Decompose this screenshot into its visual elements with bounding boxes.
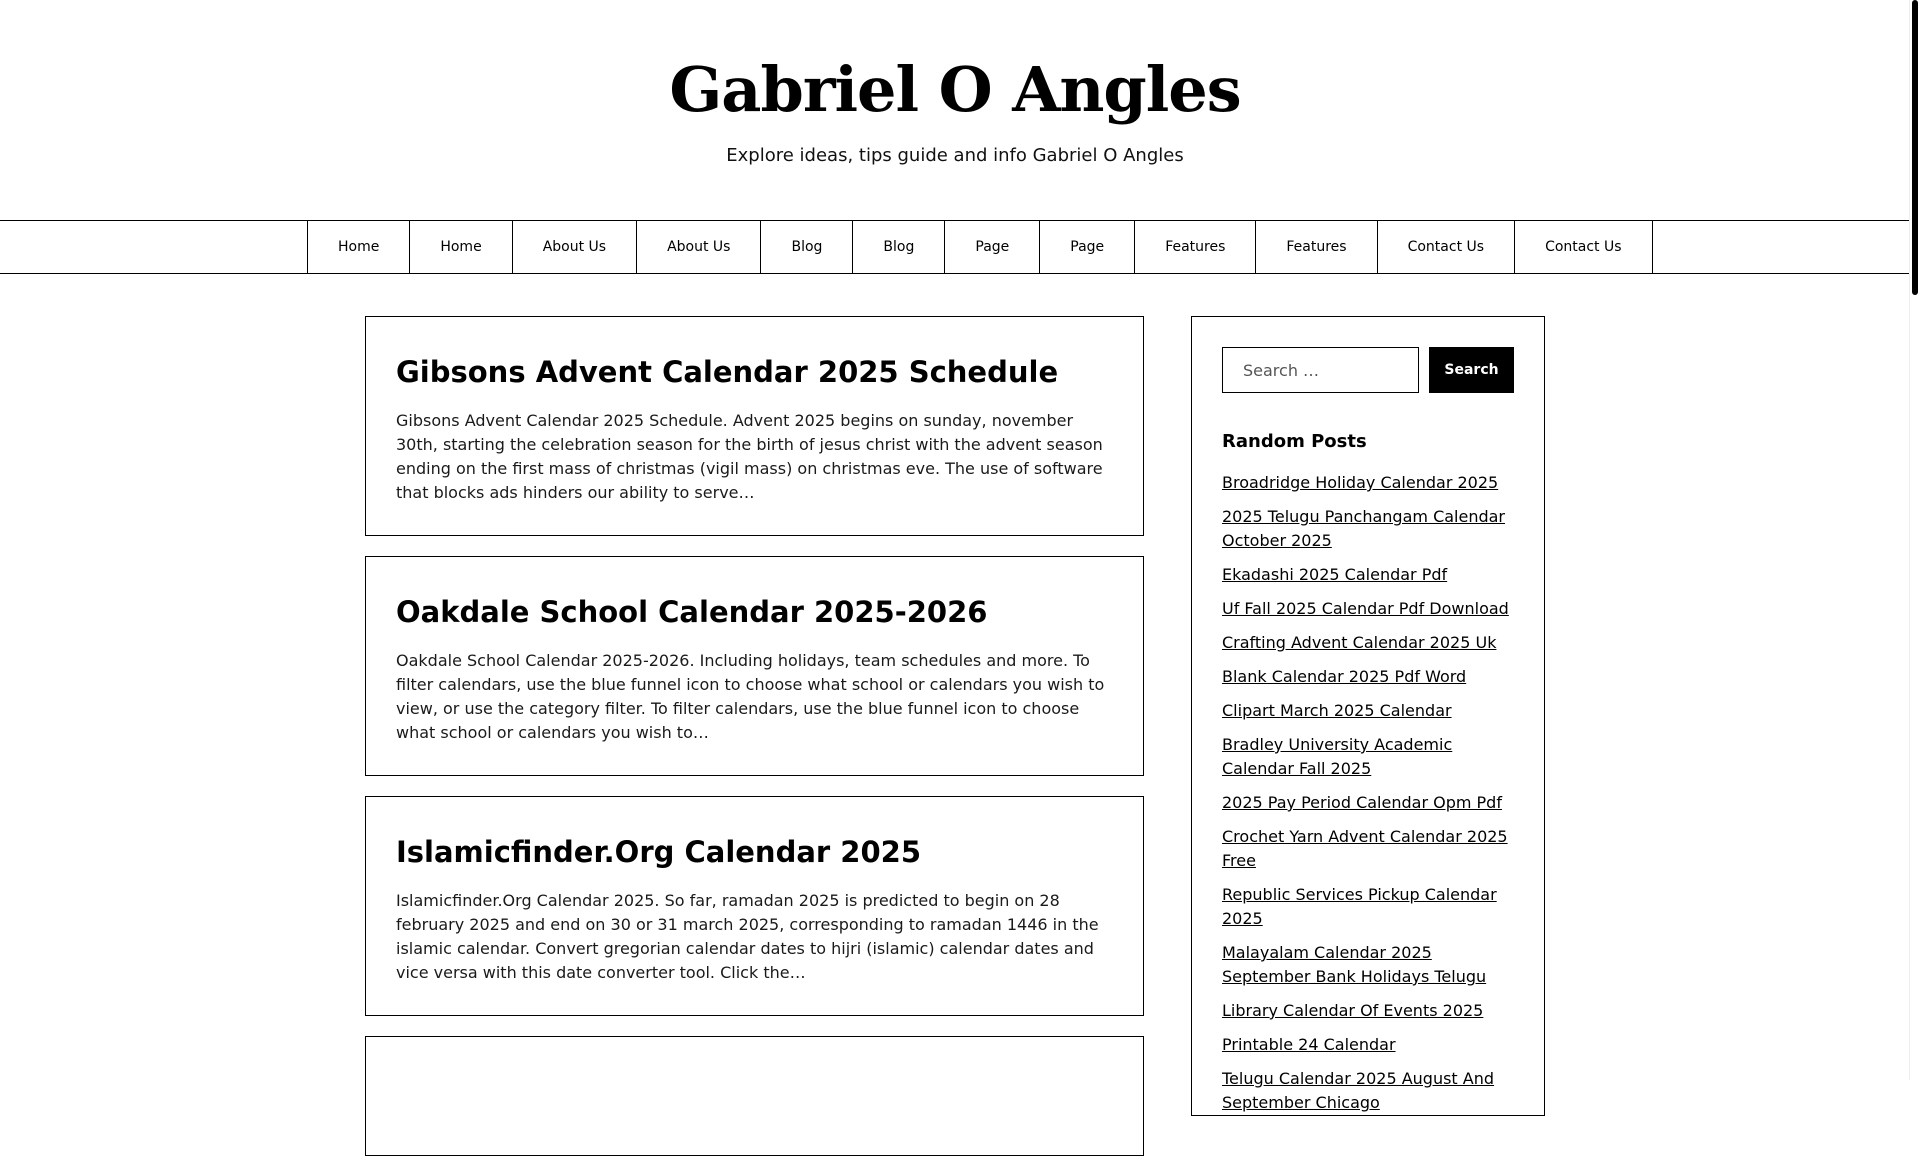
random-post-link[interactable]: Ekadashi 2025 Calendar Pdf xyxy=(1222,565,1448,584)
nav-item-page[interactable]: Page xyxy=(945,221,1040,273)
nav-item-contact-us-2[interactable]: Contact Us xyxy=(1515,221,1652,273)
list-item xyxy=(1222,597,1514,621)
post-excerpt: Oakdale School Calendar 2025-2026. Including holidays, team schedules and more. To filter calendars, use the blue funnel icon to choose what school or calendars you wish to view, or use the category filter. To filter calendars, use the blue funnel icon to choose what school or calendars you wish to… xyxy=(396,651,1105,742)
random-post-link[interactable]: Broadridge Holiday Calendar 2025 xyxy=(1222,473,1499,492)
list-item xyxy=(1222,665,1514,689)
search-form xyxy=(1222,347,1514,393)
random-posts-title: Random Posts xyxy=(1222,431,1367,452)
nav-item-home[interactable]: Home xyxy=(308,221,410,273)
main-navigation xyxy=(0,220,1910,274)
random-post-link[interactable]: Malayalam Calendar 2025 September Bank Holidays Telugu xyxy=(1222,943,1487,986)
list-item xyxy=(1222,883,1514,931)
scrollbar-thumb[interactable] xyxy=(1912,0,1918,295)
random-post-link[interactable]: Bradley University Academic Calendar Fall 2025 xyxy=(1222,735,1453,778)
nav-item-features-2[interactable]: Features xyxy=(1256,221,1377,273)
list-item xyxy=(1222,999,1514,1023)
post-list xyxy=(365,316,1144,1176)
search-button[interactable]: Search xyxy=(1429,347,1514,393)
nav-item-blog-2[interactable]: Blog xyxy=(853,221,945,273)
random-post-link[interactable]: Blank Calendar 2025 Pdf Word xyxy=(1222,667,1467,686)
page-scrollbar[interactable] xyxy=(1909,0,1920,1080)
random-post-link[interactable]: Uf Fall 2025 Calendar Pdf Download xyxy=(1222,599,1509,618)
random-post-link[interactable]: Printable 24 Calendar xyxy=(1222,1035,1396,1054)
post-card xyxy=(365,796,1144,1016)
post-title-link[interactable]: Islamicfinder.Org Calendar 2025 xyxy=(396,835,922,869)
nav-item-contact-us[interactable]: Contact Us xyxy=(1378,221,1515,273)
post-card xyxy=(365,1036,1144,1156)
random-post-link[interactable]: 2025 Telugu Panchangam Calendar October 2025 xyxy=(1222,507,1506,550)
nav-item-home-2[interactable]: Home xyxy=(410,221,512,273)
list-item xyxy=(1222,699,1514,723)
random-post-link[interactable]: Library Calendar Of Events 2025 xyxy=(1222,1001,1484,1020)
random-post-link[interactable]: Crafting Advent Calendar 2025 Uk xyxy=(1222,633,1497,652)
nav-item-about-us[interactable]: About Us xyxy=(513,221,637,273)
post-excerpt: Gibsons Advent Calendar 2025 Schedule. Advent 2025 begins on sunday, november 30th, starting the celebration season for the birth of jesus christ with the advent season ending on the first mass of christmas (vigil mass) on christmas eve. The use of software that blocks ads hinders our ability to serve… xyxy=(396,411,1103,502)
list-item xyxy=(1222,505,1514,553)
list-item xyxy=(1222,791,1514,815)
random-posts-list xyxy=(1222,471,1514,1115)
nav-item-page-2[interactable]: Page xyxy=(1040,221,1135,273)
list-item xyxy=(1222,631,1514,655)
post-excerpt: Islamicfinder.Org Calendar 2025. So far, ramadan 2025 is predicted to begin on 28 february 2025 and end on 30 or 31 march 2025, corresponding to ramadan 1446 in the islamic calendar. Convert gregorian calendar dates to hijri (islamic) calendar dates and vice versa with this date converter tool. Click the… xyxy=(396,891,1099,982)
post-title-link[interactable]: Oakdale School Calendar 2025-2026 xyxy=(396,595,988,629)
list-item xyxy=(1222,941,1514,989)
list-item xyxy=(1222,1067,1514,1115)
post-card xyxy=(365,316,1144,536)
random-post-link[interactable]: Republic Services Pickup Calendar 2025 xyxy=(1222,885,1497,928)
sidebar xyxy=(1191,316,1545,1116)
nav-item-features[interactable]: Features xyxy=(1135,221,1256,273)
search-input[interactable] xyxy=(1222,347,1419,393)
site-title-link[interactable]: Gabriel O Angles xyxy=(669,53,1241,126)
list-item xyxy=(1222,733,1514,781)
list-item xyxy=(1222,471,1514,495)
site-header xyxy=(0,0,1920,220)
nav-menu xyxy=(307,221,1653,273)
random-post-link[interactable]: Telugu Calendar 2025 August And September Chicago xyxy=(1222,1069,1495,1112)
post-card xyxy=(365,556,1144,776)
random-post-link[interactable]: Crochet Yarn Advent Calendar 2025 Free xyxy=(1222,827,1508,870)
list-item xyxy=(1222,825,1514,873)
post-title-link[interactable]: Gibsons Advent Calendar 2025 Schedule xyxy=(396,355,1059,389)
list-item xyxy=(1222,1033,1514,1057)
site-tagline: Explore ideas, tips guide and info Gabriel O Angles xyxy=(726,145,1184,166)
nav-item-blog[interactable]: Blog xyxy=(761,221,853,273)
nav-item-about-us-2[interactable]: About Us xyxy=(637,221,761,273)
list-item xyxy=(1222,563,1514,587)
random-post-link[interactable]: 2025 Pay Period Calendar Opm Pdf xyxy=(1222,793,1502,812)
random-post-link[interactable]: Clipart March 2025 Calendar xyxy=(1222,701,1452,720)
